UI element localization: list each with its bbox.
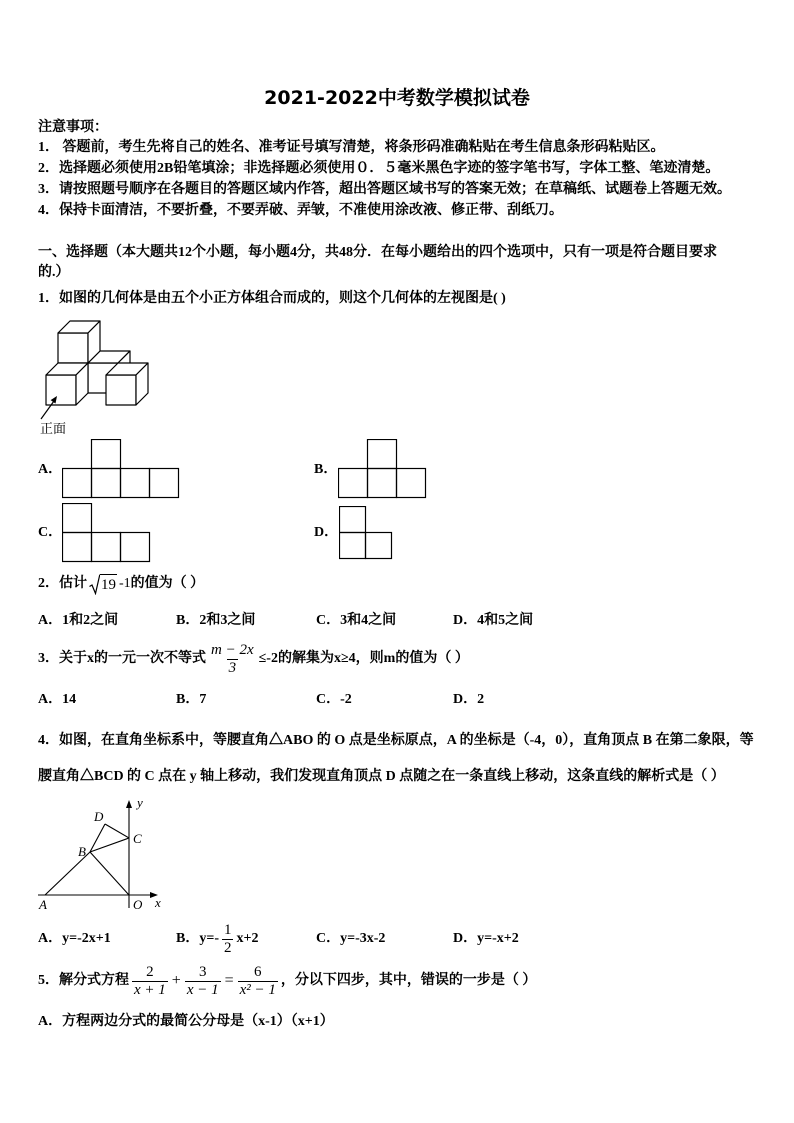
- q2-prefix: 2．估计: [38, 576, 87, 591]
- section-heading-line-1: 一、选择题（本大题共12个小题，每小题4分，共48分．在每小题给出的四个选项中，只有一项是符合题目要求: [38, 245, 717, 260]
- q4-option-a-text: A．y=-2x+1: [38, 931, 111, 946]
- y-axis: [126, 800, 132, 908]
- q4-option-a: [38, 917, 111, 961]
- cube-front-right: [106, 363, 148, 405]
- q5-stem: [38, 960, 536, 1002]
- q2-option-b: B．2和3之间: [176, 613, 256, 628]
- square: [63, 533, 92, 562]
- square: [150, 469, 179, 498]
- notice-item-3: 3．请按照题号顺序在各题目的答题区域内作答，超出答题区域书写的答案无效；在草稿纸、试题卷上答题无效。: [38, 182, 731, 197]
- fraction-denominator: 2: [223, 939, 232, 956]
- q4-option-c-text: C．y=-3x-2: [316, 931, 386, 946]
- page-title: 2021-2022中考数学模拟试卷: [264, 87, 530, 109]
- radical-sign: [89, 574, 100, 595]
- cube-front-left: [46, 363, 88, 405]
- q2-option-c: C．3和4之间: [316, 613, 397, 628]
- q1-solid-figure: [36, 313, 150, 439]
- square: [121, 533, 150, 562]
- front-view-label: 正面: [40, 421, 67, 436]
- q3-option-d: D．2: [453, 692, 485, 707]
- notice-item-2: 2．选择题必须使用2B铅笔填涂；非选择题必须使用０．５毫米黑色字迹的签字笔书写，字体工整、笔迹清楚。: [38, 161, 720, 176]
- square: [92, 469, 121, 498]
- q4-option-d-text: D．y=-x+2: [453, 931, 519, 946]
- q2-radical: [89, 574, 117, 595]
- q1-option-d-figure: [339, 506, 393, 560]
- square: [368, 469, 397, 498]
- point-d-label: D: [94, 809, 104, 824]
- q1-stem: 1．如图的几何体是由五个小正方体组合而成的，则这个几何体的左视图是( ): [38, 291, 506, 306]
- square: [368, 440, 397, 469]
- point-o-label: O: [133, 897, 143, 912]
- q1-option-a-figure: [62, 439, 180, 499]
- q5-option-a: A．方程两边分式的最简公分母是（x-1）（x+1）: [38, 1014, 334, 1029]
- q2-after-radical: -1: [119, 576, 131, 591]
- square: [92, 440, 121, 469]
- fraction-numerator: m − 2x: [211, 641, 254, 658]
- q4-coordinate-figure: [38, 798, 164, 912]
- q3-option-a: A．14: [38, 692, 77, 707]
- square: [340, 507, 366, 533]
- q3-prefix: 3．关于x的一元一次不等式: [38, 651, 206, 666]
- section-heading-line-2: 的.）: [38, 265, 70, 280]
- square: [366, 533, 392, 559]
- q4-option-b-prefix: B．y=-: [176, 931, 219, 946]
- q3-option-b: B．7: [176, 692, 207, 707]
- q2-suffix: 的值为（ ）: [130, 576, 205, 591]
- q4-stem-line-1: 4．如图，在直角坐标系中，等腰直角△ABO 的 O 点是坐标原点，A 的坐标是（-4，0），直角顶点 B 在第二象限，等: [38, 733, 754, 748]
- segment-bo: [90, 852, 129, 895]
- fraction-numerator: 1: [223, 921, 232, 938]
- square: [397, 469, 426, 498]
- q3-stem: [38, 643, 469, 675]
- fraction-numerator: 2: [146, 963, 154, 980]
- q3-fraction: [209, 642, 256, 677]
- square: [121, 469, 150, 498]
- q2-stem: [38, 572, 204, 596]
- q4-option-b-fraction: [222, 922, 234, 957]
- fraction-numerator: 6: [254, 963, 262, 980]
- notice-heading: 注意事项：: [38, 120, 108, 135]
- square: [339, 469, 368, 498]
- y-axis-label: y: [137, 798, 143, 810]
- q1-option-b-figure: [338, 439, 428, 499]
- q1-option-b-label: B．: [314, 462, 338, 477]
- q2-option-d: D．4和5之间: [453, 613, 534, 628]
- fraction-denominator: 3: [228, 659, 237, 676]
- point-b-label: B: [78, 844, 86, 859]
- q5-suffix: ，分以下四步，其中，错误的一步是（ ）: [280, 973, 537, 988]
- fraction-denominator: x + 1: [134, 981, 166, 998]
- q5-fraction-3: [238, 964, 278, 999]
- q2-option-a: A．1和2之间: [38, 613, 119, 628]
- notice-item-4: 4．保持卡面清洁，不要折叠，不要弄破、弄皱，不准使用涂改液、修正带、刮纸刀。: [38, 203, 563, 218]
- q4-option-c: [316, 917, 385, 961]
- fraction-denominator: x² − 1: [239, 981, 276, 998]
- x-axis-label: x: [155, 895, 161, 910]
- q4-option-b-suffix: x+2: [236, 931, 259, 946]
- q3-option-c: C．-2: [316, 692, 352, 707]
- q2-radicand: 19: [100, 574, 117, 594]
- q5-fraction-2: [185, 964, 221, 999]
- equals-sign: =: [224, 972, 234, 989]
- fraction-denominator: x − 1: [186, 981, 219, 998]
- square: [63, 504, 92, 533]
- point-a-label: A: [39, 897, 47, 912]
- notice-item-1: 1． 答题前，考生先将自己的姓名、准考证号填写清楚，将条形码准确粘贴在考生信息条形码粘贴区。: [38, 140, 665, 155]
- q1-option-d-label: D．: [314, 525, 339, 540]
- segment-dc: [105, 824, 129, 838]
- q1-option-c-label: C．: [38, 525, 63, 540]
- fraction-numerator: 3: [198, 963, 207, 980]
- q3-suffix: ≤-2的解集为x≥4，则m的值为（ ）: [258, 651, 469, 666]
- point-c-label: C: [133, 831, 142, 846]
- square: [340, 533, 366, 559]
- q1-option-a-label: A．: [38, 462, 63, 477]
- q5-prefix: 5．解分式方程: [38, 973, 129, 988]
- plus-sign: +: [171, 972, 181, 989]
- q5-fraction-1: [132, 964, 168, 999]
- q4-stem-line-2: 腰直角△BCD 的 C 点在 y 轴上移动，我们发现直角顶点 D 点随之在一条直线上移动，这条直线的解析式是（ ）: [38, 769, 725, 784]
- q4-option-b: [176, 917, 258, 961]
- q1-option-c-figure: [62, 503, 152, 563]
- cube-top: [58, 321, 100, 363]
- q4-option-d: [453, 917, 519, 961]
- square: [63, 469, 92, 498]
- square: [92, 533, 121, 562]
